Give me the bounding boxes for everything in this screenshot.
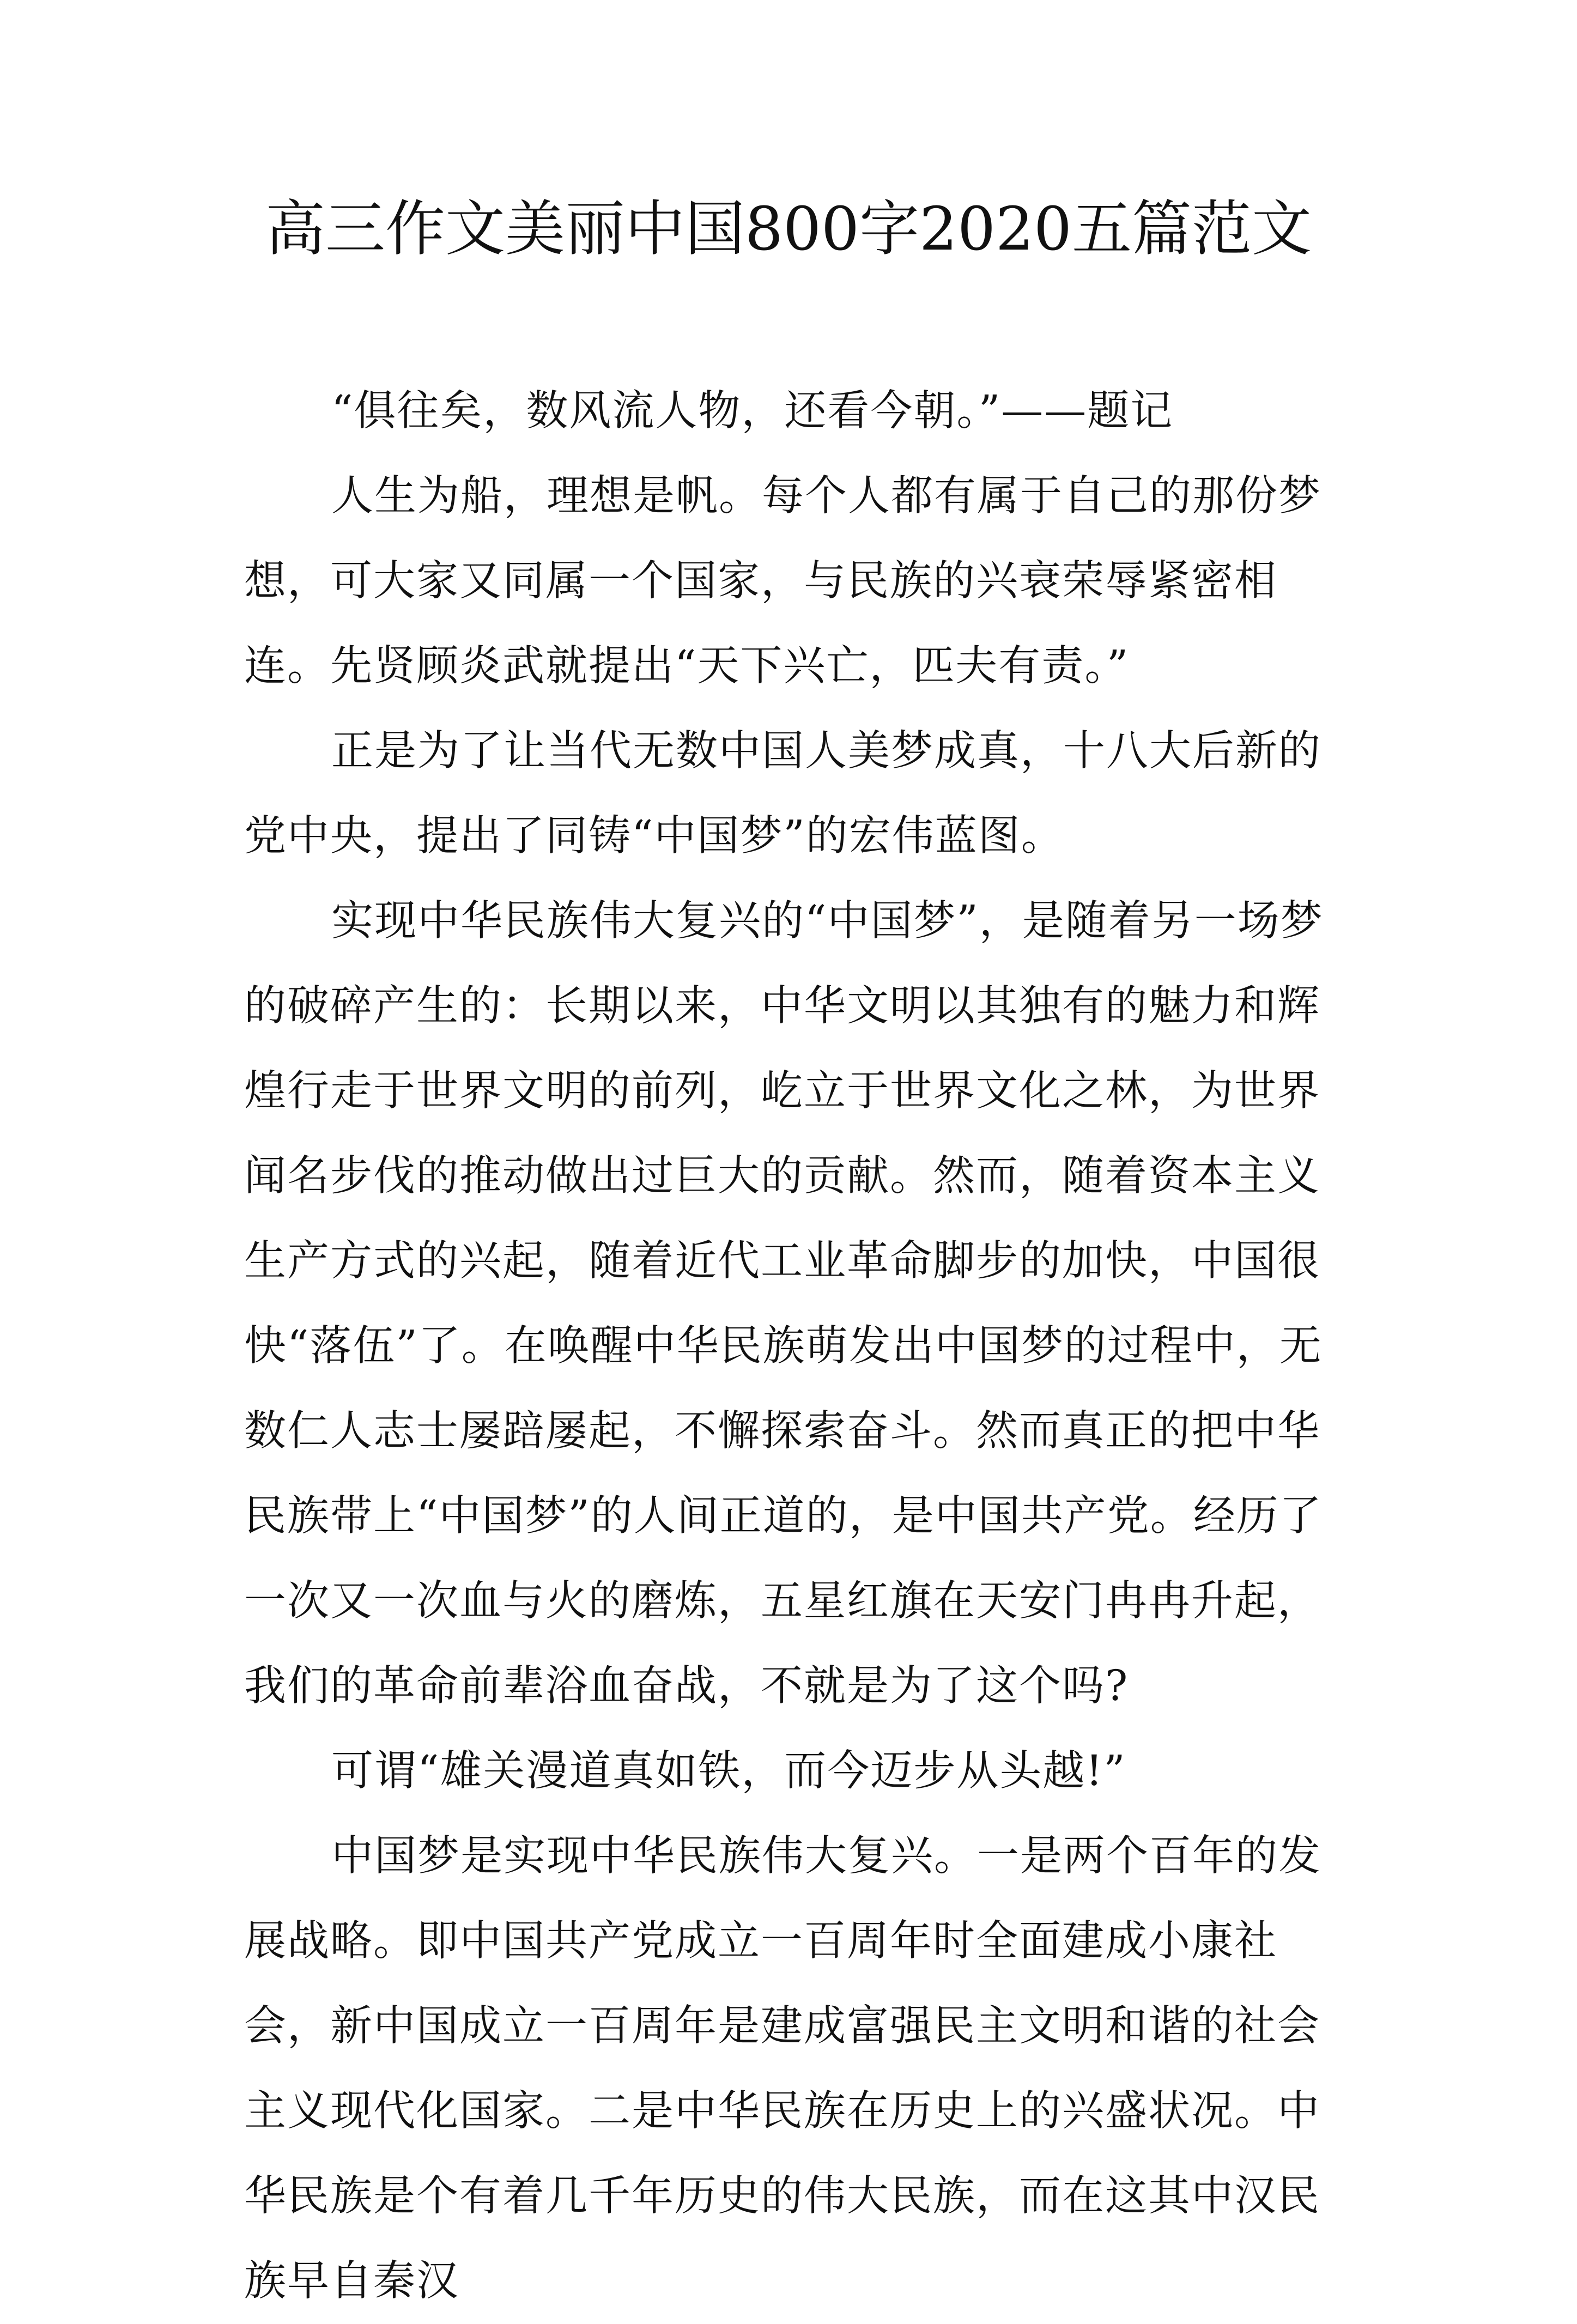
paragraph-china-dream-blueprint: 正是为了让当代无数中国人美梦成真，十八大后新的党中央，提出了同铸“中国梦”的宏伟蓝图。	[244, 727, 1321, 860]
paragraph-rejuvenation: 中国梦是实现中华民族伟大复兴。一是两个百年的发展战略。即中国共产党成立一百周年时全面建成小康社会，新中国成立一百周年是建成富强民主文明和谐的社会主义现代化国家。二是中华民族在历史上的兴盛状况。中华民族是个有着几千年历史的伟大民族，而在这其中汉民族早自秦汉	[244, 1832, 1321, 2305]
paragraph-epigraph: “俱往矣，数风流人物，还看今朝。”——题记	[331, 387, 1174, 435]
paragraph-history: 实现中华民族伟大复兴的“中国梦”，是随着另一场梦的破碎产生的：长期以来，中华文明以其独有的魅力和辉煌行走于世界文明的前列，屹立于世界文化之林，为世界闻名步伐的推动做出过巨大的贡献。然而，随着资本主义生产方式的兴起，随着近代工业革命脚步的加快，中国很快“落伍”了。在唤醒中华民族萌发出中国梦的过程中，无数仁人志士屡踣屡起，不懈探索奋斗。然而真正的把中华民族带上“中国梦”的人间正道的，是中国共产党。经历了一次又一次血与火的磨炼，五星红旗在天安门冉冉升起，我们的革命前辈浴血奋战，不就是为了这个吗?	[244, 897, 1324, 1710]
document-body	[244, 369, 1356, 2324]
document-title: 高三作文美丽中国800字2020五篇范文	[265, 194, 1312, 264]
paragraph-quote: 可谓“雄关漫道真如铁，而今迈步从头越!”	[331, 1747, 1126, 1795]
paragraph-life-ideal: 人生为船，理想是帆。每个人都有属于自己的那份梦想，可大家又同属一个国家，与民族的兴衰荣辱紧密相连。先贤顾炎武就提出“天下兴亡，匹夫有责。”	[244, 472, 1321, 690]
